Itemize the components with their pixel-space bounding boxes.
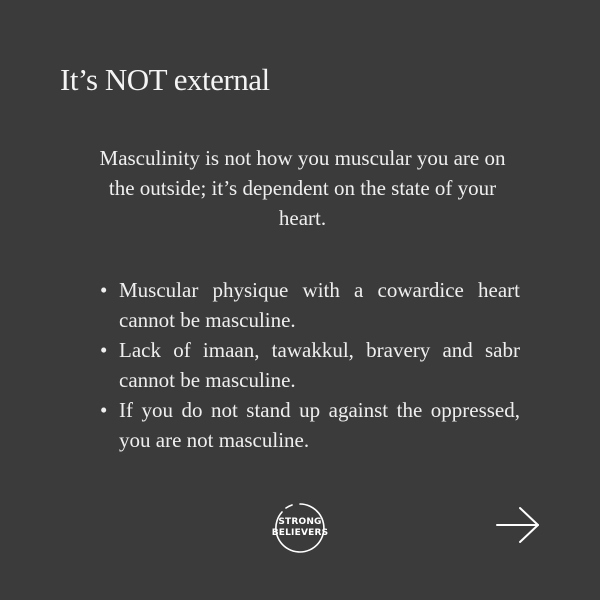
logo-text-line1: STRONG — [278, 517, 322, 527]
page-title: It’s NOT external — [60, 62, 270, 97]
intro-text: Masculinity is not how you muscular you are on the outside; it’s dependent on the state of your heart. — [99, 146, 506, 230]
bullet-item: • If you do not stand up against the oppressed, you are not masculine. — [100, 395, 520, 455]
logo-text-line2: BELIEVERS — [271, 528, 329, 538]
arrow-right-icon — [495, 505, 541, 545]
bullet-item: • Muscular physique with a cowardice heart cannot be masculine. — [100, 275, 520, 335]
bullet-item: • Lack of imaan, tawakkul, bravery and sabr cannot be masculine. — [100, 335, 520, 395]
next-arrow-button[interactable] — [495, 505, 541, 545]
brand-logo — [270, 498, 330, 558]
bullet-list — [100, 275, 520, 455]
